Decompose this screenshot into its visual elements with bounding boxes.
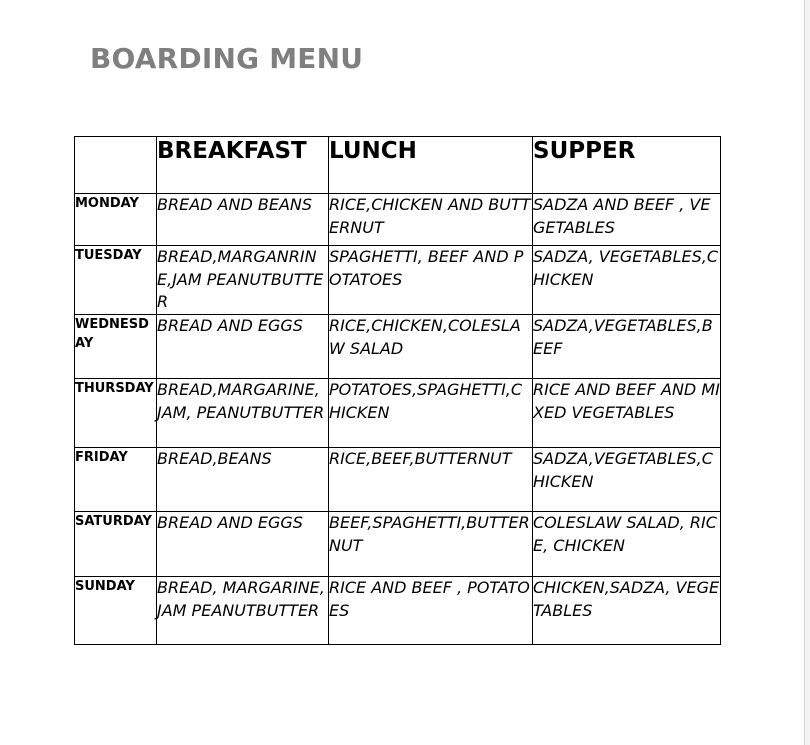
day-cell: SATURDAY (75, 512, 157, 577)
table-row (75, 512, 721, 577)
lunch-cell: RICE,BEEF,BUTTERNUT (329, 448, 533, 512)
page-edge (804, 0, 810, 745)
breakfast-cell: BREAD AND EGGS (157, 512, 329, 577)
menu-table (74, 136, 721, 645)
day-cell: SUNDAY (75, 577, 157, 645)
lunch-cell: POTATOES,SPAGHETTI,CHICKEN (329, 379, 533, 448)
day-cell: MONDAY (75, 194, 157, 246)
lunch-cell: RICE,CHICKEN AND BUTTERNUT (329, 194, 533, 246)
table-row (75, 194, 721, 246)
lunch-cell: RICE,CHICKEN,COLESLAW SALAD (329, 315, 533, 379)
breakfast-cell: BREAD AND BEANS (157, 194, 329, 246)
header-row (75, 137, 721, 194)
lunch-cell: RICE AND BEEF , POTATOES (329, 577, 533, 645)
breakfast-cell: BREAD,MARGARINE, JAM, PEANUTBUTTER (157, 379, 329, 448)
table-row (75, 246, 721, 315)
day-cell: THURSDAY (75, 379, 157, 448)
supper-cell: SADZA, VEGETABLES,CHICKEN (533, 246, 721, 315)
breakfast-cell: BREAD AND EGGS (157, 315, 329, 379)
supper-cell: SADZA AND BEEF , VEGETABLES (533, 194, 721, 246)
supper-cell: SADZA,VEGETABLES,CHICKEN (533, 448, 721, 512)
header-supper: SUPPER (533, 137, 721, 194)
supper-cell: SADZA,VEGETABLES,BEEF (533, 315, 721, 379)
page-title: BOARDING MENU (90, 42, 364, 75)
table-row (75, 448, 721, 512)
breakfast-cell: BREAD,BEANS (157, 448, 329, 512)
day-cell: TUESDAY (75, 246, 157, 315)
table-row (75, 379, 721, 448)
supper-cell: CHICKEN,SADZA, VEGETABLES (533, 577, 721, 645)
day-cell: WEDNESDAY (75, 315, 157, 379)
table-row (75, 315, 721, 379)
day-cell: FRIDAY (75, 448, 157, 512)
header-lunch: LUNCH (329, 137, 533, 194)
lunch-cell: SPAGHETTI, BEEF AND POTATOES (329, 246, 533, 315)
breakfast-cell: BREAD,MARGANRINE,JAM PEANUTBUTTER (157, 246, 329, 315)
breakfast-cell: BREAD, MARGARINE,JAM PEANUTBUTTER (157, 577, 329, 645)
table-row (75, 577, 721, 645)
lunch-cell: BEEF,SPAGHETTI,BUTTERNUT (329, 512, 533, 577)
supper-cell: RICE AND BEEF AND MIXED VEGETABLES (533, 379, 721, 448)
header-breakfast: BREAKFAST (157, 137, 329, 194)
header-corner-cell (75, 137, 157, 194)
supper-cell: COLESLAW SALAD, RICE, CHICKEN (533, 512, 721, 577)
